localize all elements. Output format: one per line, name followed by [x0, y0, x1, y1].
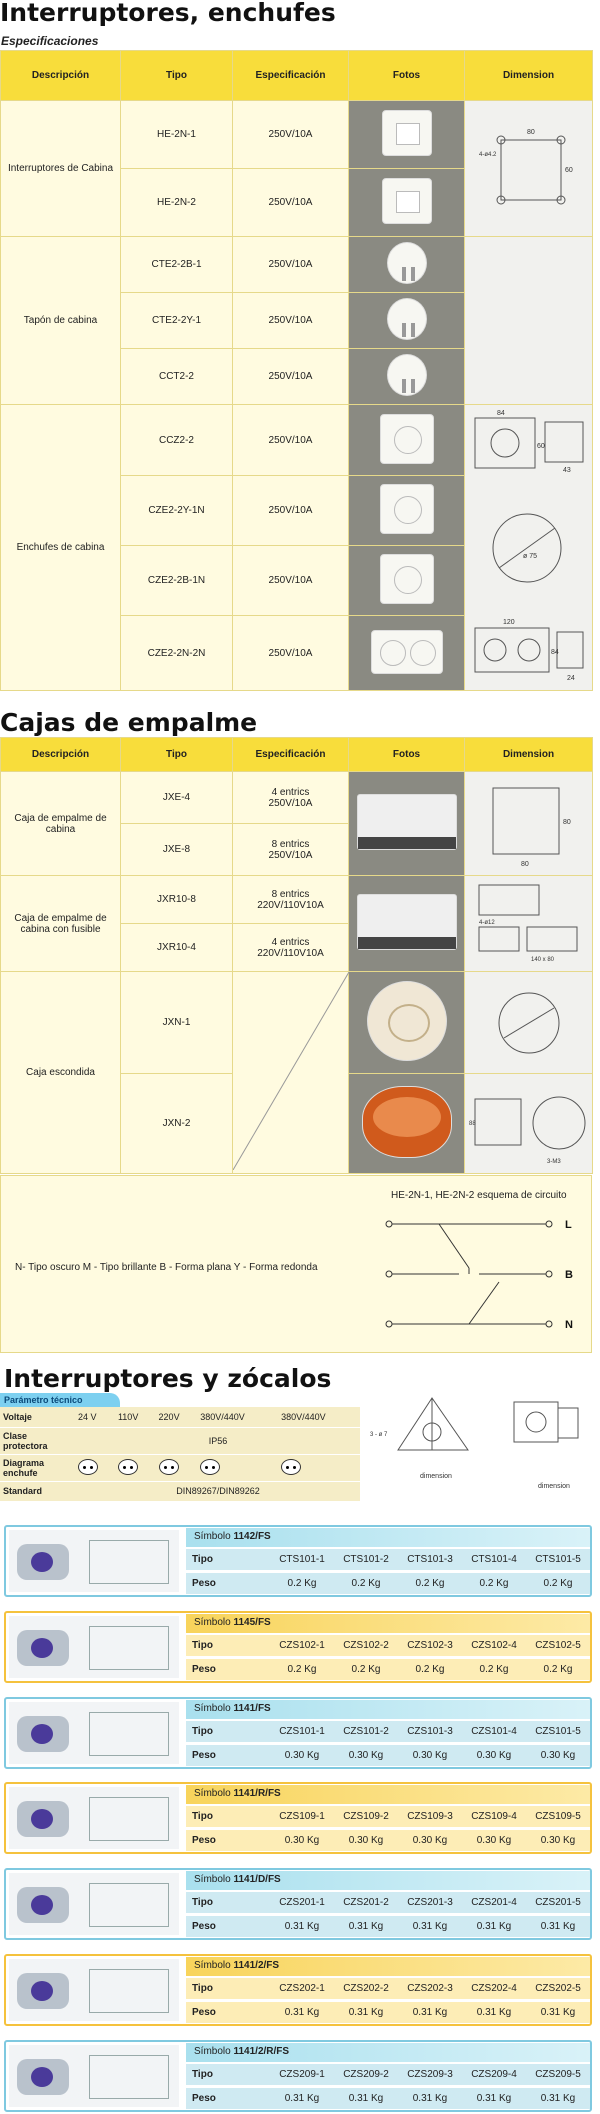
footnote-panel	[0, 1175, 592, 1353]
tipo-cell: JXN-1	[121, 972, 233, 1074]
tipo-value: CZS201-5	[535, 1897, 581, 1908]
plug-diagram-icon	[200, 1459, 220, 1475]
tipo-row	[186, 2063, 590, 2085]
dim-text: 43	[562, 466, 571, 474]
product-drawing	[89, 1969, 169, 2013]
tipo-row	[186, 1805, 590, 1827]
peso-value: 0.30 Kg	[412, 1750, 448, 1761]
product-image	[9, 1787, 179, 1849]
spec-cell: 250V/10A	[233, 546, 349, 616]
socket-dimension-svg	[467, 408, 591, 688]
peso-label: Peso	[192, 1750, 216, 1761]
spec-cell: 250V/10A	[233, 476, 349, 546]
peso-value: 0.31 Kg	[412, 2007, 448, 2018]
symbol-code: 1141/R/FS	[233, 1788, 281, 1799]
peso-label: Peso	[192, 1835, 216, 1846]
peso-value: 0.30 Kg	[540, 1750, 576, 1761]
desc-cell: Caja de empalme de cabina	[1, 772, 121, 876]
circuit-label-n: N	[565, 1319, 573, 1331]
tipo-cell: JXR10-8	[121, 876, 233, 924]
section-title-zocalos: Interruptores y zócalos	[4, 1364, 332, 1393]
hidden2-dimension-svg	[467, 1081, 591, 1167]
tipo-label: Tipo	[192, 1811, 213, 1822]
product-photo	[17, 1544, 69, 1580]
symbol-prefix: Símbolo	[194, 1874, 234, 1885]
tipo-value: CZS109-2	[343, 1811, 389, 1822]
col-descripcion: Descripción	[1, 738, 121, 772]
product-drawing	[89, 1712, 169, 1756]
tipo-value: CZS102-1	[279, 1640, 325, 1651]
spec-cell: 250V/10A	[233, 405, 349, 476]
peso-value: 0.31 Kg	[348, 2093, 384, 2104]
peso-row	[186, 1658, 590, 1680]
symbol-prefix: Símbolo	[194, 1703, 234, 1714]
spec-line: 8 entrics	[271, 888, 310, 900]
product-image	[9, 1530, 179, 1592]
dim-text: 84	[550, 648, 559, 656]
volt-value: 380V/440V	[198, 1407, 279, 1427]
symbol-label	[186, 1957, 590, 1976]
symbol-code: 1141/2/R/FS	[233, 2046, 290, 2057]
symbol-label	[186, 1614, 590, 1633]
dim-text: 4-ø12	[478, 919, 495, 926]
product-row	[4, 1868, 592, 1940]
symbol-label	[186, 1785, 590, 1804]
circuit-title: HE-2N-1, HE-2N-2 esquema de circuito	[391, 1190, 567, 1201]
dim-label: dimension	[538, 1483, 570, 1490]
tipo-value: CZS109-3	[407, 1811, 453, 1822]
tipo-row	[186, 1891, 590, 1913]
peso-row	[186, 1829, 590, 1851]
photo-socket-2	[349, 476, 465, 546]
photo-plug-2	[349, 293, 465, 349]
col-fotos: Fotos	[349, 51, 465, 101]
dim-label: dimension	[420, 1473, 452, 1480]
tipo-value: CZS202-2	[343, 1983, 389, 1994]
tipo-value: CZS101-5	[535, 1726, 581, 1737]
tipo-cell: CCZ2-2	[121, 405, 233, 476]
symbol-prefix: Símbolo	[194, 1960, 234, 1971]
peso-value: 0.2 Kg	[351, 1664, 381, 1675]
plug-diagram-icon	[118, 1459, 138, 1475]
product-drawing	[89, 2055, 169, 2099]
photo-socket-4	[349, 616, 465, 691]
tipo-cell: CCT2-2	[121, 349, 233, 405]
plug-dimension-drawings	[368, 1392, 598, 1492]
peso-value: 0.31 Kg	[540, 1921, 576, 1932]
spec-cell: 250V/10A	[233, 616, 349, 691]
tipo-value: CZS209-5	[535, 2069, 581, 2080]
desc-cell: Interruptores de Cabina	[1, 101, 121, 237]
spec-cell: 250V/10A	[233, 293, 349, 349]
col-descripcion: Descripción	[1, 51, 121, 101]
col-fotos: Fotos	[349, 738, 465, 772]
tipo-value: CZS202-3	[407, 1983, 453, 1994]
desc-cell: Caja escondida	[1, 972, 121, 1174]
peso-value: 0.2 Kg	[287, 1664, 317, 1675]
section-title-interruptores: Interruptores, enchufes	[0, 0, 336, 27]
tipo-value: CZS109-1	[279, 1811, 325, 1822]
tipo-value: CZS102-3	[407, 1640, 453, 1651]
tipo-value: CZS101-2	[343, 1726, 389, 1737]
row-label: Clase protectora	[0, 1427, 76, 1454]
col-dimension: Dimension	[465, 51, 593, 101]
peso-value: 0.30 Kg	[476, 1750, 512, 1761]
tipo-value: CZS109-5	[535, 1811, 581, 1822]
spec-cell	[233, 924, 349, 972]
col-tipo: Tipo	[121, 738, 233, 772]
tipo-row	[186, 1548, 590, 1570]
tipo-value: CZS202-1	[279, 1983, 325, 1994]
peso-row	[186, 2087, 590, 2109]
switch-dimension-svg	[479, 124, 579, 214]
tipo-cell: JXR10-4	[121, 924, 233, 972]
tipo-cell: JXE-8	[121, 824, 233, 876]
tipo-label: Tipo	[192, 1983, 213, 1994]
spec-line: 220V/110V10A	[257, 947, 324, 959]
desc-cell: Tapón de cabina	[1, 237, 121, 405]
tipo-value: CZS102-5	[535, 1640, 581, 1651]
row-label: Diagrama enchufe	[0, 1454, 76, 1481]
peso-value: 0.30 Kg	[284, 1835, 320, 1846]
tipo-label: Tipo	[192, 2069, 213, 2080]
tipo-value: CZS102-2	[343, 1640, 389, 1651]
peso-value: 0.2 Kg	[287, 1578, 317, 1589]
product-drawing	[89, 1540, 169, 1584]
peso-value: 0.2 Kg	[415, 1664, 445, 1675]
symbol-code: 1141/2/FS	[233, 1960, 280, 1971]
peso-value: 0.31 Kg	[540, 2093, 576, 2104]
fuse-dimension-svg	[469, 879, 589, 969]
col-especificacion: Especificación	[233, 738, 349, 772]
dim-text: 60	[536, 442, 545, 450]
tipo-value: CZS202-4	[471, 1983, 517, 1994]
spec-table-1	[0, 50, 593, 691]
peso-value: 0.2 Kg	[415, 1578, 445, 1589]
peso-value: 0.31 Kg	[476, 1921, 512, 1932]
dimension-hidden-2	[465, 1074, 593, 1174]
peso-value: 0.30 Kg	[412, 1835, 448, 1846]
spec-line: 250V/10A	[268, 797, 313, 809]
spec-line: 220V/110V10A	[257, 899, 324, 911]
row-label: Standard	[0, 1481, 76, 1501]
plug-diagram-icon	[78, 1459, 98, 1475]
peso-value: 0.31 Kg	[284, 2007, 320, 2018]
tipo-value: CZS101-1	[279, 1726, 325, 1737]
dim-text: 88	[468, 1120, 476, 1127]
peso-label: Peso	[192, 1664, 216, 1675]
symbol-label	[186, 2043, 590, 2062]
spec-table-2	[0, 737, 593, 1174]
section-subtitle: Especificaciones	[1, 34, 99, 48]
param-header: Parámetro técnico	[0, 1393, 120, 1407]
peso-value: 0.30 Kg	[476, 1835, 512, 1846]
peso-value: 0.31 Kg	[476, 2093, 512, 2104]
peso-label: Peso	[192, 2093, 216, 2104]
tipo-value: CZS209-3	[407, 2069, 453, 2080]
photo-hidden-box-2	[349, 1074, 465, 1174]
plug-diagram-icon	[281, 1459, 301, 1475]
circuit-label-b: B	[565, 1269, 573, 1281]
dim-text: 60	[564, 166, 573, 174]
symbol-prefix: Símbolo	[194, 1788, 234, 1799]
photo-junction-box	[349, 772, 465, 876]
row-label: Voltaje	[0, 1407, 76, 1427]
tipo-cell: JXN-2	[121, 1074, 233, 1174]
tipo-value: CZS101-4	[471, 1726, 517, 1737]
tipo-label: Tipo	[192, 1554, 213, 1565]
dimension-junction-box	[465, 772, 593, 876]
product-image	[9, 1702, 179, 1764]
volt-value: 110V	[116, 1407, 157, 1427]
technical-parameters	[0, 1393, 360, 1502]
dim-text: 24	[566, 674, 575, 682]
col-especificacion: Especificación	[233, 51, 349, 101]
symbol-code: 1142/FS	[233, 1531, 271, 1542]
peso-value: 0.30 Kg	[348, 1750, 384, 1761]
symbol-prefix: Símbolo	[194, 2046, 234, 2057]
dim-text: 80	[562, 818, 571, 826]
tipo-cell: CTE2-2B-1	[121, 237, 233, 293]
dimension-empty	[465, 237, 593, 405]
dimension-hidden-1	[465, 972, 593, 1074]
peso-row	[186, 1744, 590, 1766]
peso-label: Peso	[192, 1578, 216, 1589]
peso-value: 0.30 Kg	[540, 1835, 576, 1846]
peso-value: 0.30 Kg	[348, 1835, 384, 1846]
tipo-value: CZS201-2	[343, 1897, 389, 1908]
peso-row	[186, 2001, 590, 2023]
tipo-label: Tipo	[192, 1640, 213, 1651]
dimension-drawing-sockets	[465, 405, 593, 691]
dim-text: 84	[496, 409, 505, 417]
tipo-cell: HE-2N-2	[121, 169, 233, 237]
symbol-label	[186, 1871, 590, 1890]
peso-value: 0.31 Kg	[540, 2007, 576, 2018]
tipo-cell: CZE2-2N-2N	[121, 616, 233, 691]
photo-plug-1	[349, 237, 465, 293]
legend-text: N- Tipo oscuro M - Tipo brillante B - Forma plana Y - Forma redonda	[15, 1262, 318, 1273]
product-photo	[17, 1973, 69, 2009]
spec-line: 4 entrics	[271, 786, 310, 798]
tipo-label: Tipo	[192, 1897, 213, 1908]
tipo-cell: CZE2-2Y-1N	[121, 476, 233, 546]
spec-cell	[233, 772, 349, 824]
peso-value: 0.30 Kg	[284, 1750, 320, 1761]
tipo-cell: JXE-4	[121, 772, 233, 824]
desc-cell: Enchufes de cabina	[1, 405, 121, 691]
photo-hidden-box-1	[349, 972, 465, 1074]
peso-value: 0.31 Kg	[284, 1921, 320, 1932]
peso-value: 0.31 Kg	[412, 1921, 448, 1932]
clase-value: IP56	[76, 1427, 360, 1454]
spec-cell	[233, 824, 349, 876]
tipo-row	[186, 1720, 590, 1742]
dim-text: 120	[502, 618, 515, 626]
symbol-label	[186, 1700, 590, 1719]
tipo-label: Tipo	[192, 1726, 213, 1737]
dim-text: ø 75	[522, 552, 537, 560]
desc-cell: Caja de empalme de cabina con fusible	[1, 876, 121, 972]
product-row	[4, 1782, 592, 1854]
product-row	[4, 1954, 592, 2026]
symbol-code: 1141/FS	[233, 1703, 271, 1714]
dim-text: 140 x 80	[530, 956, 554, 963]
product-row	[4, 1611, 592, 1683]
product-drawing	[89, 1797, 169, 1841]
tipo-value: CZS209-1	[279, 2069, 325, 2080]
volt-value: 380V/440V	[279, 1407, 360, 1427]
photo-plug-3	[349, 349, 465, 405]
volt-value: 220V	[157, 1407, 199, 1427]
junction-dimension-svg	[479, 776, 579, 872]
symbol-code: 1145/FS	[233, 1617, 271, 1628]
tipo-value: CTS101-2	[343, 1554, 389, 1565]
peso-value: 0.2 Kg	[543, 1664, 573, 1675]
symbol-code: 1141/D/FS	[233, 1874, 281, 1885]
product-image	[9, 2045, 179, 2107]
peso-value: 0.31 Kg	[284, 2093, 320, 2104]
spec-line: 4 entrics	[271, 936, 310, 948]
spec-cell-diagonal	[233, 972, 349, 1174]
dim-text: 4-ø4.2	[478, 151, 496, 158]
spec-cell: 250V/10A	[233, 101, 349, 169]
peso-value: 0.2 Kg	[479, 1664, 509, 1675]
product-image	[9, 1959, 179, 2021]
photo-switch-2	[349, 169, 465, 237]
circuit-diagram	[379, 1212, 585, 1342]
tipo-value: CTS101-4	[471, 1554, 517, 1565]
col-tipo: Tipo	[121, 51, 233, 101]
spec-cell: 250V/10A	[233, 169, 349, 237]
plug-diagram-icon	[159, 1459, 179, 1475]
section-title-cajas: Cajas de empalme	[0, 708, 258, 737]
photo-socket-3	[349, 546, 465, 616]
product-row	[4, 1525, 592, 1597]
dimension-fuse-box	[465, 876, 593, 972]
tipo-value: CZS101-3	[407, 1726, 453, 1737]
tipo-row	[186, 1634, 590, 1656]
tipo-value: CZS201-3	[407, 1897, 453, 1908]
symbol-prefix: Símbolo	[194, 1617, 234, 1628]
standard-value: DIN89267/DIN89262	[76, 1481, 360, 1501]
peso-row	[186, 1572, 590, 1594]
dim-text: 80	[520, 860, 529, 868]
photo-socket-1	[349, 405, 465, 476]
tipo-cell: CZE2-2B-1N	[121, 546, 233, 616]
tipo-value: CTS101-1	[279, 1554, 325, 1565]
peso-row	[186, 1915, 590, 1937]
product-image	[9, 1616, 179, 1678]
tipo-value: CZS109-4	[471, 1811, 517, 1822]
col-dimension: Dimension	[465, 738, 593, 772]
product-image	[9, 1873, 179, 1935]
product-row	[4, 2040, 592, 2112]
tipo-value: CZS209-2	[343, 2069, 389, 2080]
product-row	[4, 1697, 592, 1769]
tipo-cell: CTE2-2Y-1	[121, 293, 233, 349]
tipo-row	[186, 1977, 590, 1999]
peso-label: Peso	[192, 1921, 216, 1932]
tipo-cell: HE-2N-1	[121, 101, 233, 169]
peso-value: 0.31 Kg	[348, 2007, 384, 2018]
photo-switch-1	[349, 101, 465, 169]
tipo-value: CTS101-3	[407, 1554, 453, 1565]
tipo-value: CZS201-1	[279, 1897, 325, 1908]
circuit-label-l: L	[565, 1219, 572, 1231]
product-photo	[17, 1887, 69, 1923]
spec-cell: 250V/10A	[233, 349, 349, 405]
spec-line: 8 entrics	[271, 838, 310, 850]
symbol-label	[186, 1528, 590, 1547]
product-photo	[17, 1630, 69, 1666]
spec-line: 250V/10A	[268, 849, 313, 861]
diagonal-line	[233, 972, 349, 1170]
product-drawing	[89, 1626, 169, 1670]
dim-text: 3 - ø 7	[370, 1432, 388, 1438]
product-drawing	[89, 1883, 169, 1927]
peso-value: 0.2 Kg	[543, 1578, 573, 1589]
peso-value: 0.31 Kg	[476, 2007, 512, 2018]
dim-text: 3-M3	[546, 1158, 561, 1165]
peso-value: 0.31 Kg	[348, 1921, 384, 1932]
spec-cell: 250V/10A	[233, 237, 349, 293]
peso-value: 0.2 Kg	[351, 1578, 381, 1589]
product-photo	[17, 2059, 69, 2095]
spec-cell	[233, 876, 349, 924]
peso-value: 0.2 Kg	[479, 1578, 509, 1589]
tipo-value: CZS209-4	[471, 2069, 517, 2080]
volt-value: 24 V	[76, 1407, 116, 1427]
symbol-prefix: Símbolo	[194, 1531, 234, 1542]
product-photo	[17, 1801, 69, 1837]
tipo-value: CZS102-4	[471, 1640, 517, 1651]
peso-value: 0.31 Kg	[412, 2093, 448, 2104]
product-photo	[17, 1716, 69, 1752]
peso-label: Peso	[192, 2007, 216, 2018]
tipo-value: CZS202-5	[535, 1983, 581, 1994]
dim-text: 80	[526, 128, 535, 136]
tipo-value: CTS101-5	[535, 1554, 581, 1565]
hidden-dimension-svg	[484, 983, 574, 1063]
photo-fuse-box	[349, 876, 465, 972]
dimension-drawing-switch	[465, 101, 593, 237]
tipo-value: CZS201-4	[471, 1897, 517, 1908]
